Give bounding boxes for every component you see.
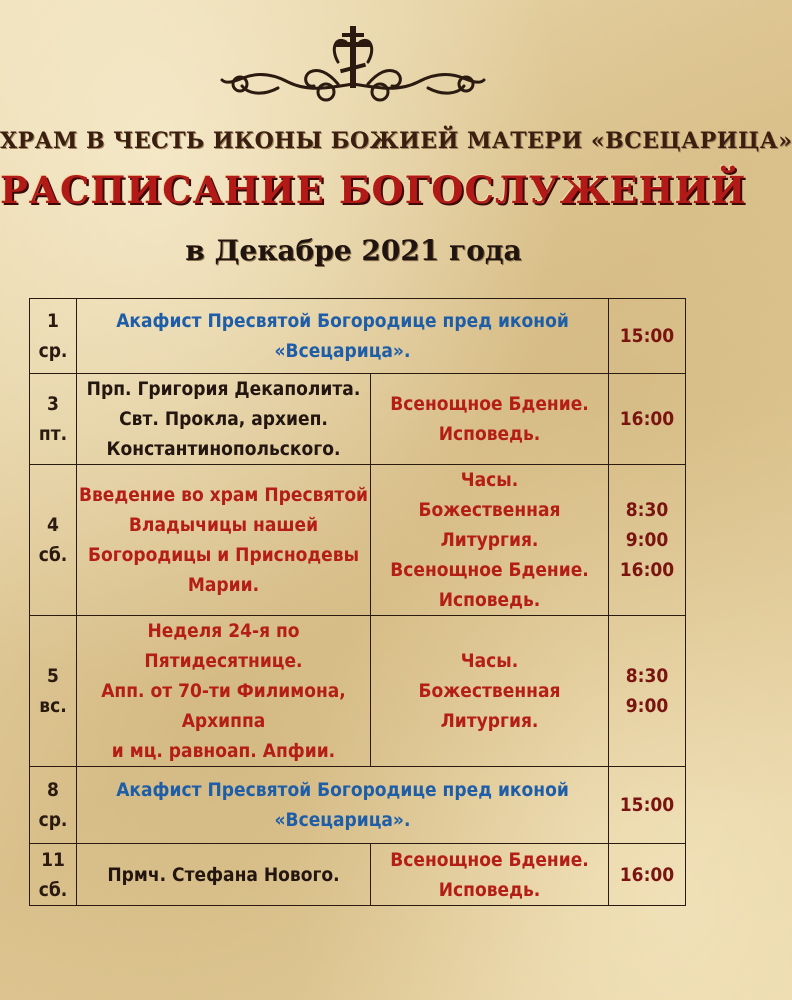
commemoration-line: Пятидесятнице. [144,650,303,672]
weekday: вс. [39,695,67,717]
schedule-month: в Декабре 2021 года [185,234,522,267]
event-cell [77,767,609,844]
weekday: сб. [38,878,68,901]
commemoration-line: Прп. Григория Декаполита. [86,378,361,400]
service-line: Исповедь. [438,589,541,611]
commemoration-line: Апп. от 70-ти Филимона, [101,680,346,702]
commemoration-cell [77,374,371,465]
time-value: 16:00 [619,408,675,430]
commemoration-line: Архиппа [181,710,266,732]
commemoration-line: Прмч. Стефана Нового. [107,863,340,886]
commemoration-line: Неделя 24-я по [147,620,300,642]
event-line: Акафист Пресвятой Богородице пред иконой [116,310,569,332]
service-line: Всенощное Бдение. [390,393,589,415]
time-value: 9:00 [625,529,669,551]
service-line: Исповедь. [438,878,541,901]
time-value: 16:00 [619,559,675,581]
service-line: Божественная [418,499,561,521]
day-number: 11 [41,848,65,871]
weekday: ср. [38,809,68,831]
time-value: 8:30 [625,665,669,687]
weekday: пт. [38,423,68,445]
date-cell [30,374,77,465]
commemoration-line: Владычицы нашей [128,514,319,536]
event-line: «Всецарица». [274,809,411,831]
weekday: сб. [38,544,68,566]
date-cell [30,465,77,616]
time-cell [609,844,686,906]
service-line: Литургия. [440,529,539,551]
time-value: 8:30 [625,499,669,521]
service-line: Литургия. [440,710,539,732]
date-cell [30,844,77,906]
day-number: 5 [47,665,59,687]
service-line: Часы. [460,469,519,491]
commemoration-line: Константинопольского. [106,438,341,460]
schedule-title: РАСПИСАНИЕ БОГОСЛУЖЕНИЙ [0,168,747,212]
temple-name: ХРАМ В ЧЕСТЬ ИКОНЫ БОЖИЕЙ МАТЕРИ «ВСЕЦАРИЦА» [0,128,792,154]
commemoration-cell [77,465,371,616]
event-cell [77,299,609,374]
day-number: 4 [47,514,59,536]
time-value: 15:00 [619,794,675,816]
commemoration-line: Марии. [187,574,260,596]
table-row [30,299,686,374]
time-value: 16:00 [619,863,675,886]
table-row [30,374,686,465]
table-row [30,844,686,906]
day-number: 8 [47,779,59,801]
service-line: Исповедь. [438,423,541,445]
service-line: Божественная [418,680,561,702]
table-row [30,767,686,844]
time-cell [609,465,686,616]
commemoration-line: Богородицы и Приснодевы [87,544,360,566]
commemoration-cell [77,616,371,767]
table-row [30,616,686,767]
schedule-table [29,298,686,906]
commemoration-line: и мц. равноап. Апфии. [111,740,336,762]
commemoration-line: Введение во храм Пресвятой [78,484,369,506]
day-number: 1 [47,310,59,332]
date-cell [30,616,77,767]
commemoration-line: Свт. Прокла, архиеп. [119,408,328,430]
service-cell [371,374,609,465]
time-cell [609,767,686,844]
time-cell [609,374,686,465]
service-cell [371,844,609,906]
time-value: 9:00 [625,695,669,717]
service-line: Всенощное Бдение. [390,559,589,581]
time-cell [609,616,686,767]
date-cell [30,299,77,374]
service-cell [371,616,609,767]
service-line: Часы. [460,650,519,672]
time-value: 15:00 [619,325,675,347]
time-cell [609,299,686,374]
table-row [30,465,686,616]
event-line: Акафист Пресвятой Богородице пред иконой [116,779,569,801]
weekday: ср. [38,340,68,362]
date-cell [30,767,77,844]
day-number: 3 [47,393,59,415]
commemoration-cell [77,844,371,906]
service-line: Всенощное Бдение. [390,848,589,871]
service-cell [371,465,609,616]
event-line: «Всецарица». [274,340,411,362]
cross-ornament-icon [218,22,488,110]
